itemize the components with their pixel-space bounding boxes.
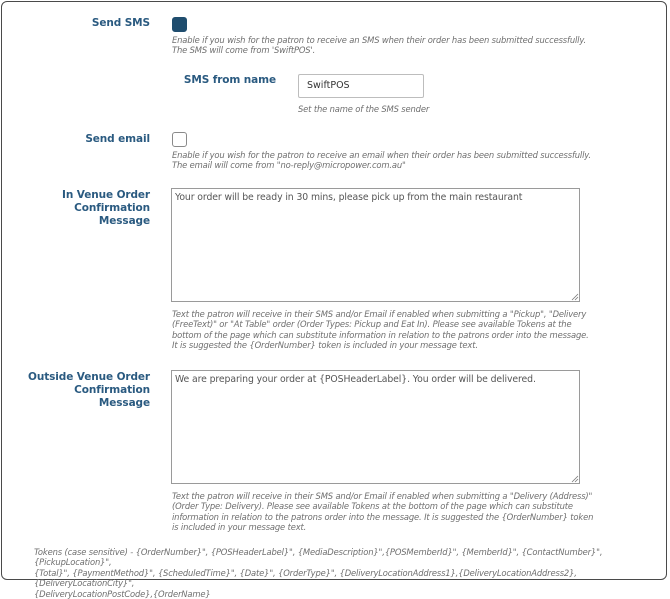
in-venue-label-line1: In Venue Order [62,189,150,201]
outside-venue-help-line4: is included in your message text. [172,522,307,533]
tokens-line3: {DeliveryLocationPostCode},{OrderName} [34,588,211,599]
send-email-help-line1: Enable if you wish for the patron to receive an email when their order has been submitted successfully. [172,150,591,160]
outside-venue-message-label [22,371,150,410]
sms-from-name-input[interactable]: SwiftPOS [298,74,424,98]
send-email-help [172,150,657,171]
settings-panel [1,1,667,599]
in-venue-message-help [172,309,657,351]
in-venue-message-text: Your order will be ready in 30 mins, please pick up from the main restaurant [175,192,523,203]
outside-venue-message-help [172,491,657,533]
send-sms-help-line1: Enable if you wish for the patron to receive an SMS when their order has been submitted successfully. [172,35,586,45]
in-venue-help-line3: bottom of the page which can substitute information in relation to the patrons order into the message. [172,329,589,340]
in-venue-help-line1: Text the patron will receive in their SMS and/or Email if enabled when submitting a "Pickup", "Delivery [172,309,587,319]
outside-venue-message-textarea[interactable] [171,370,580,484]
outside-venue-help-line3: information in relation to the patrons order into the message. It is suggested the {OrderNumber} token [172,511,594,522]
send-email-checkbox[interactable] [172,132,187,147]
tokens-list [34,547,666,599]
outside-venue-help-line2: (Order Type: Delivery). Please see available Tokens at the bottom of the page which can substitute [172,501,573,512]
outside-venue-message-text: We are preparing your order at {POSHeaderLabel}. You order will be delivered. [175,374,536,385]
outside-venue-label-line2: Confirmation Message [74,384,150,409]
in-venue-help-line4: It is suggested the {OrderNumber} token is included in your message text. [172,340,478,351]
in-venue-label-line2: Confirmation Message [74,202,150,227]
send-sms-label: Send SMS [91,17,150,29]
in-venue-help-line2: (FreeText)" or "At Table" order (Order Types: Pickup and Eat In). Please see available Tokens at the [172,319,572,330]
send-sms-checkbox[interactable] [172,17,187,32]
resize-grip-icon[interactable] [571,475,578,482]
in-venue-message-label [22,189,150,228]
outside-venue-help-line1: Text the patron will receive in their SMS and/or Email if enabled when submitting a "Delivery (Address)" [172,491,593,501]
send-sms-help [172,35,652,56]
tokens-line1: Tokens (case sensitive) - {OrderNumber}", {POSHeaderLabel}", {MediaDescription}",{POSMemberId}", {MemberId}", {ContactNumber}", {PickupLocation}", [34,547,603,568]
tokens-line2: {Total}", {PaymentMethod}", {ScheduledTime}", {Date}", {OrderType}", {DeliveryLocationAddress1},{DeliveryLocationAddress2}, {DeliveryLocationCity}", [34,567,577,589]
send-email-label: Send email [85,133,150,145]
sms-from-name-label: SMS from name [183,74,276,86]
outside-venue-label-line1: Outside Venue Order [28,371,150,383]
send-email-help-line2: The email will come from "no-reply@micropower.com.au" [172,160,406,171]
send-sms-help-line2: The SMS will come from 'SwiftPOS'. [172,45,316,56]
sms-from-name-help: Set the name of the SMS sender [298,104,430,114]
resize-grip-icon[interactable] [571,293,578,300]
in-venue-message-textarea[interactable] [171,188,580,302]
